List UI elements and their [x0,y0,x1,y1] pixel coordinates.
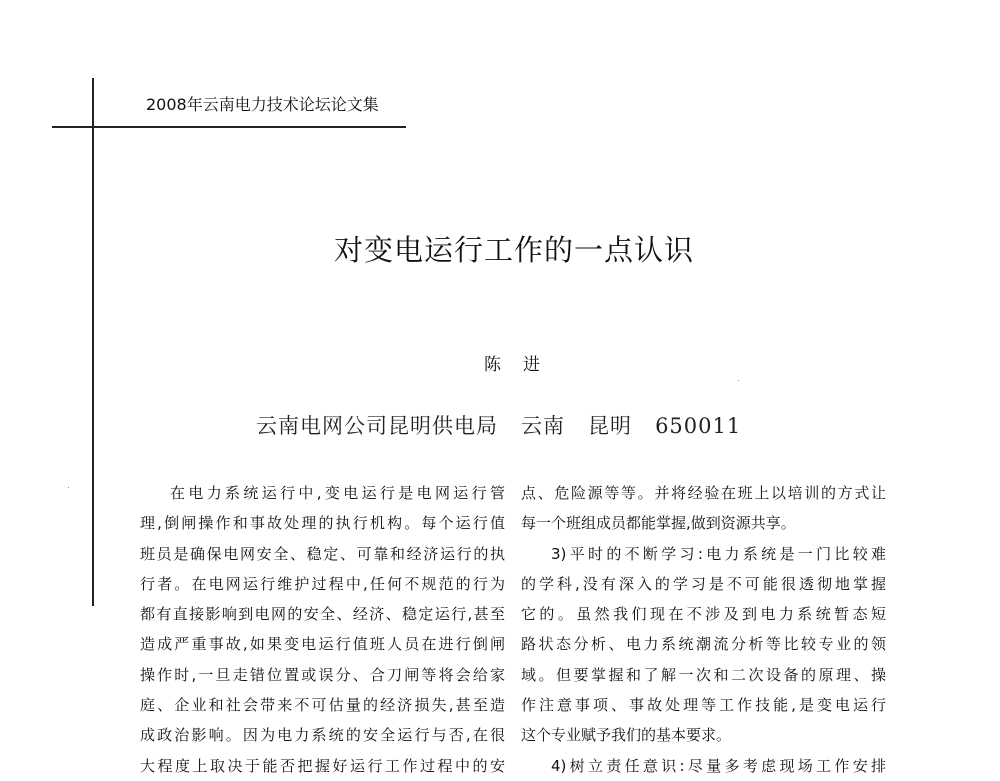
body-line: 每一个班组成员都能掌握,做到资源共享。 [521,514,796,533]
body-line: 都有直接影响到电网的安全、经济、稳定运行,甚至 [140,605,505,624]
author-name: 陈进 [484,355,562,375]
body-line: 操作时,一旦走错位置或误分、合刀闸等将会给家 [140,665,505,684]
body-line: 理,倒闸操作和事故处理的执行机构。每个运行值 [140,514,505,533]
header-rule [52,126,406,128]
paper-title: 对变电运行工作的一点认识 [333,233,694,267]
body-line: 这个专业赋予我们的基本要求。 [521,726,732,745]
body-line: 3)平时的不断学习:电力系统是一门比较难 [551,544,886,563]
body-line: 大程度上取决于能否把握好运行工作过程中的安 [140,756,505,775]
scan-speck [68,487,69,488]
body-line: 它的。虽然我们现在不涉及到电力系统暂态短 [521,605,886,624]
scan-speck [738,380,739,381]
body-line: 点、危险源等等。并将经验在班上以培训的方式让 [521,484,886,502]
running-header: 2008年云南电力技术论坛论文集 [146,95,379,114]
body-line: 成政治影响。因为电力系统的安全运行与否,在很 [140,726,505,745]
body-line: 行者。在电网运行维护过程中,任何不规范的行为 [140,574,505,593]
body-line: 4)树立责任意识:尽量多考虑现场工作安排 [551,756,886,775]
body-line: 造成严重事故,如果变电运行值班人员在进行倒闸 [140,635,505,654]
body-line: 班员是确保电网安全、稳定、可靠和经济运行的执 [140,544,505,563]
body-line: 作注意事项、事故处理等工作技能,是变电运行 [521,696,886,715]
margin-vertical-line [92,78,94,606]
body-line: 的学科,没有深入的学习是不可能很透彻地掌握 [521,574,886,593]
body-column-right [521,478,886,781]
body-line: 域。但要掌握和了解一次和二次设备的原理、操 [521,665,886,684]
author-affiliation: 云南电网公司昆明供电局 云南 昆明 650011 [256,414,742,438]
body-line: 在电力系统运行中,变电运行是电网运行管 [170,484,505,502]
body-line: 庭、企业和社会带来不可估量的经济损失,甚至造 [140,696,505,715]
body-column-left [140,478,505,781]
body-line: 路状态分析、电力系统潮流分析等比较专业的领 [521,635,886,654]
